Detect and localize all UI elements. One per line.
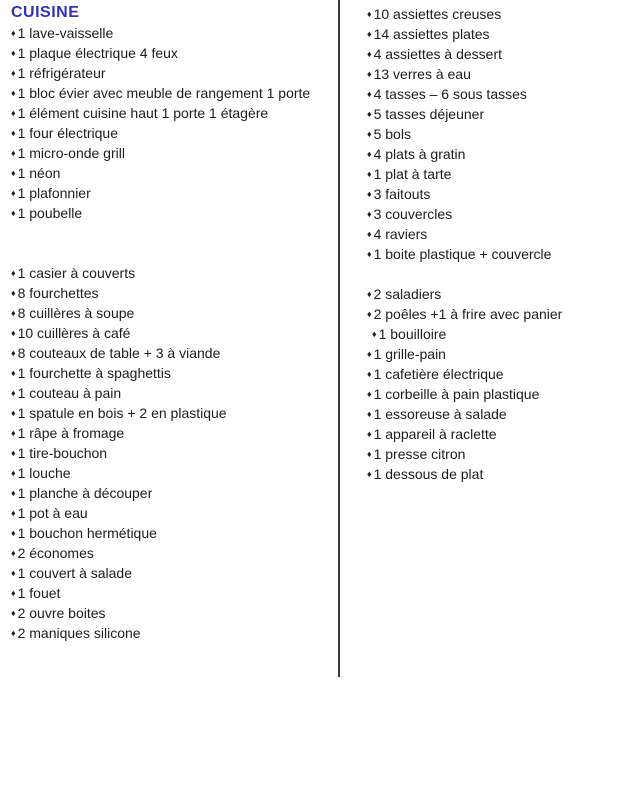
list-item <box>367 304 622 324</box>
item-text: 2 poêles +1 à frire avec panier <box>373 306 563 322</box>
left-column <box>11 3 336 643</box>
item-text: 1 plafonnier <box>17 185 91 201</box>
list-item <box>367 464 622 484</box>
item-text: 2 économes <box>17 545 94 561</box>
bullet-icon: ♦ <box>11 348 16 358</box>
bullet-icon: ♦ <box>11 608 16 618</box>
page-title: CUISINE <box>11 4 80 21</box>
list-item <box>11 123 336 143</box>
item-text: 8 cuillères à soupe <box>17 305 135 321</box>
bullet-icon: ♦ <box>11 168 16 178</box>
list-item <box>11 423 336 443</box>
item-text: 1 four électrique <box>17 125 118 141</box>
item-text: 1 fouet <box>17 585 61 601</box>
item-text: 1 corbeille à pain plastique <box>373 386 540 402</box>
bullet-icon: ♦ <box>11 488 16 498</box>
bullet-icon: ♦ <box>367 89 372 99</box>
column-divider <box>338 0 340 677</box>
bullet-icon: ♦ <box>367 409 372 419</box>
bullet-icon: ♦ <box>11 508 16 518</box>
item-text: 1 plat à tarte <box>373 166 452 182</box>
item-text: 10 cuillères à café <box>17 325 131 341</box>
list-item <box>367 24 622 44</box>
list-item <box>367 424 622 444</box>
item-group <box>11 23 336 223</box>
list-item <box>11 343 336 363</box>
bullet-icon: ♦ <box>11 108 16 118</box>
item-text: 1 couvert à salade <box>17 565 132 581</box>
bullet-icon: ♦ <box>367 149 372 159</box>
item-text: 8 fourchettes <box>17 285 99 301</box>
list-item <box>367 284 622 304</box>
bullet-icon: ♦ <box>11 188 16 198</box>
list-item <box>367 204 622 224</box>
bullet-icon: ♦ <box>11 628 16 638</box>
list-item <box>367 164 622 184</box>
bullet-icon: ♦ <box>367 169 372 179</box>
list-item <box>11 623 336 643</box>
left-column-list <box>11 23 336 643</box>
item-text: 1 planche à découper <box>17 485 153 501</box>
bullet-icon: ♦ <box>367 69 372 79</box>
bullet-icon: ♦ <box>367 189 372 199</box>
list-item <box>11 363 336 383</box>
item-text: 1 râpe à fromage <box>17 425 125 441</box>
bullet-icon: ♦ <box>11 548 16 558</box>
bullet-icon: ♦ <box>367 449 372 459</box>
right-column <box>367 4 622 484</box>
list-item <box>11 23 336 43</box>
item-text: 14 assiettes plates <box>373 26 490 42</box>
item-group <box>367 4 622 264</box>
bullet-icon: ♦ <box>11 468 16 478</box>
item-text: 1 appareil à raclette <box>373 426 497 442</box>
list-item <box>367 104 622 124</box>
bullet-icon: ♦ <box>367 349 372 359</box>
list-item <box>367 404 622 424</box>
item-text: 1 boite plastique + couvercle <box>373 246 552 262</box>
item-text: 1 cafetière électrique <box>373 366 504 382</box>
bullet-icon: ♦ <box>11 208 16 218</box>
list-item <box>367 4 622 24</box>
item-text: 10 assiettes creuses <box>373 6 502 22</box>
item-text: 1 grille-pain <box>373 346 446 362</box>
bullet-icon: ♦ <box>11 288 16 298</box>
bullet-icon: ♦ <box>367 369 372 379</box>
bullet-icon: ♦ <box>11 308 16 318</box>
list-item <box>11 163 336 183</box>
bullet-icon: ♦ <box>367 229 372 239</box>
list-item <box>367 184 622 204</box>
list-item <box>367 84 622 104</box>
list-item <box>11 323 336 343</box>
right-column-list <box>367 4 622 484</box>
item-text: 1 bloc évier avec meuble de rangement 1 porte <box>17 85 311 101</box>
bullet-icon: ♦ <box>11 328 16 338</box>
bullet-icon: ♦ <box>367 129 372 139</box>
list-item <box>11 83 336 103</box>
list-item <box>11 383 336 403</box>
list-item <box>367 444 622 464</box>
list-item <box>11 563 336 583</box>
bullet-icon: ♦ <box>11 268 16 278</box>
item-text: 2 ouvre boites <box>17 605 106 621</box>
bullet-icon: ♦ <box>11 28 16 38</box>
list-item <box>11 443 336 463</box>
item-text: 1 couteau à pain <box>17 385 122 401</box>
item-group <box>11 263 336 643</box>
bullet-icon: ♦ <box>367 9 372 19</box>
bullet-icon: ♦ <box>11 568 16 578</box>
list-item <box>367 244 622 264</box>
item-text: 4 raviers <box>373 226 428 242</box>
list-item <box>11 403 336 423</box>
bullet-icon: ♦ <box>367 469 372 479</box>
bullet-icon: ♦ <box>11 588 16 598</box>
list-item <box>11 103 336 123</box>
item-text: 1 néon <box>17 165 61 181</box>
bullet-icon: ♦ <box>11 448 16 458</box>
item-text: 1 lave-vaisselle <box>17 25 114 41</box>
item-text: 1 micro-onde grill <box>17 145 125 161</box>
bullet-icon: ♦ <box>11 88 16 98</box>
list-item <box>11 63 336 83</box>
list-item <box>11 583 336 603</box>
bullet-icon: ♦ <box>11 128 16 138</box>
bullet-icon: ♦ <box>11 528 16 538</box>
item-text: 3 faitouts <box>373 186 431 202</box>
bullet-icon: ♦ <box>367 209 372 219</box>
list-item <box>367 64 622 84</box>
item-text: 8 couteaux de table + 3 à viande <box>17 345 221 361</box>
list-item <box>367 364 622 384</box>
list-item <box>11 183 336 203</box>
item-text: 1 casier à couverts <box>17 265 136 281</box>
item-text: 1 fourchette à spaghettis <box>17 365 171 381</box>
list-item <box>11 43 336 63</box>
bullet-icon: ♦ <box>367 109 372 119</box>
bullet-icon: ♦ <box>367 289 372 299</box>
list-item <box>11 303 336 323</box>
item-text: 1 essoreuse à salade <box>373 406 507 422</box>
list-item <box>367 144 622 164</box>
list-item <box>367 384 622 404</box>
item-text: 1 dessous de plat <box>373 466 484 482</box>
bullet-icon: ♦ <box>372 329 377 339</box>
item-group <box>367 284 622 484</box>
bullet-icon: ♦ <box>11 368 16 378</box>
item-text: 5 tasses déjeuner <box>373 106 485 122</box>
list-item <box>11 283 336 303</box>
item-text: 1 presse citron <box>373 446 466 462</box>
list-item <box>367 124 622 144</box>
bullet-icon: ♦ <box>11 68 16 78</box>
list-item <box>367 324 622 344</box>
bullet-icon: ♦ <box>367 389 372 399</box>
item-text: 4 plats à gratin <box>373 146 466 162</box>
list-item <box>367 44 622 64</box>
item-text: 1 louche <box>17 465 71 481</box>
item-text: 4 assiettes à dessert <box>373 46 502 62</box>
bullet-icon: ♦ <box>11 48 16 58</box>
bullet-icon: ♦ <box>367 309 372 319</box>
item-text: 1 spatule en bois + 2 en plastique <box>17 405 227 421</box>
item-text: 1 bouilloire <box>378 326 447 342</box>
item-text: 1 pot à eau <box>17 505 88 521</box>
list-item <box>11 143 336 163</box>
bullet-icon: ♦ <box>11 408 16 418</box>
list-item <box>11 543 336 563</box>
item-text: 4 tasses – 6 sous tasses <box>373 86 527 102</box>
list-item <box>11 603 336 623</box>
item-text: 5 bols <box>373 126 411 142</box>
item-text: 13 verres à eau <box>373 66 471 82</box>
item-text: 2 saladiers <box>373 286 442 302</box>
item-text: 1 poubelle <box>17 205 83 221</box>
bullet-icon: ♦ <box>367 29 372 39</box>
list-item <box>367 224 622 244</box>
list-item <box>11 463 336 483</box>
list-item <box>11 263 336 283</box>
list-item <box>11 503 336 523</box>
bullet-icon: ♦ <box>367 429 372 439</box>
item-text: 2 maniques silicone <box>17 625 141 641</box>
list-item <box>11 203 336 223</box>
item-text: 1 élément cuisine haut 1 porte 1 étagère <box>17 105 269 121</box>
bullet-icon: ♦ <box>11 148 16 158</box>
list-item <box>11 483 336 503</box>
item-text: 3 couvercles <box>373 206 453 222</box>
item-text: 1 réfrigérateur <box>17 65 106 81</box>
item-text: 1 bouchon hermétique <box>17 525 157 541</box>
bullet-icon: ♦ <box>367 249 372 259</box>
bullet-icon: ♦ <box>11 388 16 398</box>
bullet-icon: ♦ <box>11 428 16 438</box>
bullet-icon: ♦ <box>367 49 372 59</box>
item-text: 1 plaque électrique 4 feux <box>17 45 178 61</box>
list-item <box>11 523 336 543</box>
item-text: 1 tire-bouchon <box>17 445 108 461</box>
list-item <box>367 344 622 364</box>
